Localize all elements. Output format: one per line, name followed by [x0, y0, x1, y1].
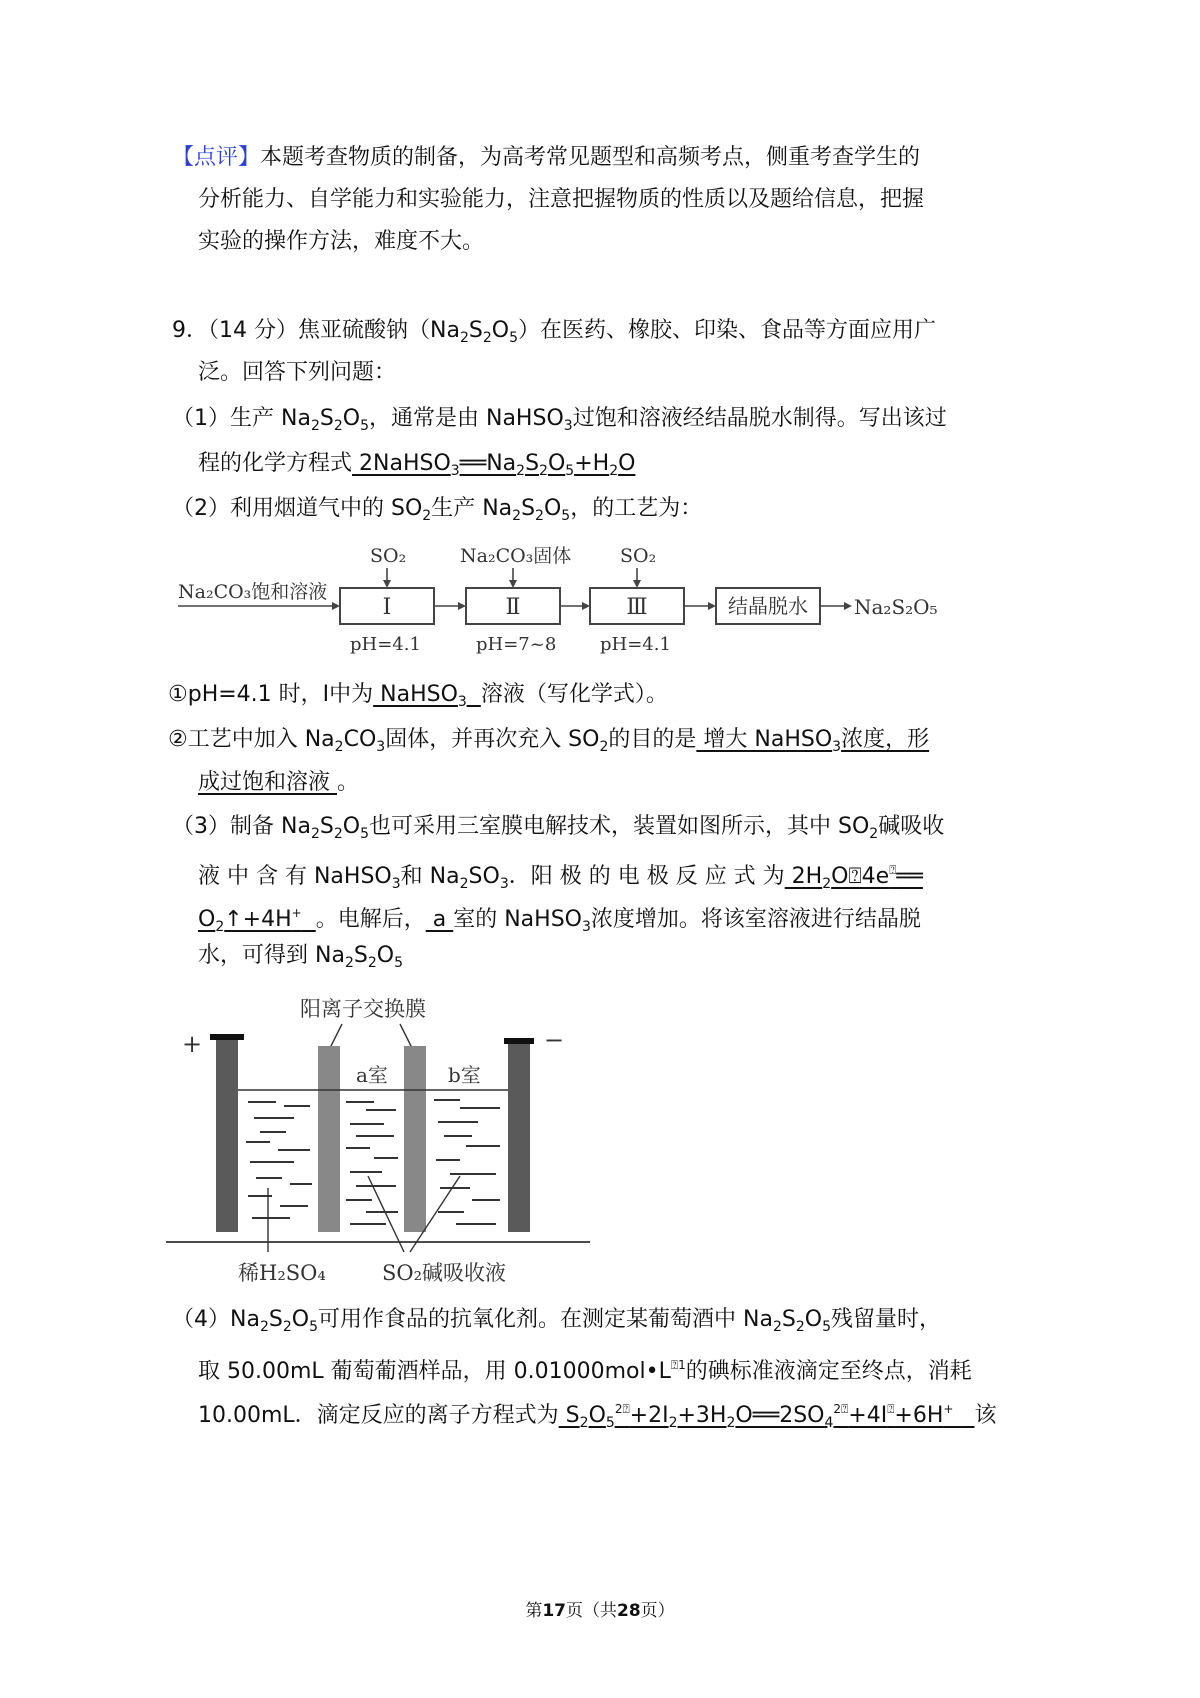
flow-start-label: Na₂CO₃饱和溶液 — [178, 581, 328, 603]
review-line-3: 实验的操作方法，难度不大。 — [198, 229, 485, 254]
q9-part3-line4: 水，可得到 $Na_2S_2O_5$ — [198, 943, 403, 971]
q9-part4-line1: $(4)Na_2S_2O_5$可用作食品的抗氧化剂。在测定某葡萄酒中 $Na_2S_2O_5$残留量时， — [172, 1307, 942, 1335]
flow-box-2: Ⅱ — [505, 595, 521, 620]
flow-box-crystallize: 结晶脱水 — [728, 594, 808, 618]
q9-part2-line1: （2）利用烟道气中的 $SO_2$生产 $Na_2S_2O_5$，的工艺为： — [172, 496, 703, 524]
answer-anode-1: $2H_2O⍰4e^⍰══$ — [784, 863, 923, 892]
review-tag: 【点评】 — [172, 145, 261, 170]
flow-product: Na₂S₂O₅ — [854, 595, 938, 619]
dilute-sulfuric-acid-label: 稀H₂SO₄ — [238, 1261, 326, 1285]
room-b-label: b室 — [448, 1063, 481, 1087]
answer-anode-2: $O_2↑+4H^+$ — [198, 906, 302, 935]
flow-ph-2: pH=7~8 — [476, 634, 557, 655]
process-flow-diagram — [170, 538, 960, 668]
review-line-1: 【点评】本题考查物质的制备，为高考常见题型和高频考点，侧重考查学生的 — [172, 145, 921, 170]
answer-room: a — [425, 907, 454, 932]
flow-so2-1: SO₂ — [370, 545, 407, 567]
q9-title-line-2: 泛。回答下列问题： — [198, 360, 397, 385]
so2-absorbent-label: SO₂碱吸收液 — [382, 1261, 507, 1285]
answer-purpose-1: 增大 NaHSO$_3$浓度，形 — [696, 727, 930, 755]
q9-part2-q2: ②工艺中加入 $Na_2CO_3$固体，并再次充入 $SO_2$的目的是 增大 NaHSO$_3$浓度，形 — [168, 727, 930, 755]
q9-part3-line2: 液 中 含 有 NaHSO$_3$和 $Na_2SO_3$．阳 极 的 电 极 反 应 式 为 $2H_2O⍰4e^⍰══$ — [198, 863, 923, 892]
q9-title-line: 9．（14 分）焦亚硫酸钠$(Na_2S_2O_5)$在医药、橡胶、印染、食品等方面应用广 — [172, 318, 937, 346]
membrane-label: 阳离子交换膜 — [300, 997, 426, 1021]
room-a-label: a室 — [356, 1063, 388, 1087]
q9-part3-line1: （3）制备 $Na_2S_2O_5$也可采用三室膜电解技术，装置如图所示，其中 $SO_2$碱吸收 — [172, 814, 945, 842]
flow-ph-1: pH=4.1 — [350, 634, 421, 655]
q9-part4-line3: 10.00mL．滴定反应的离子方程式为 $S_2O_5^{2⍰}+2I_2+3H_2O══2SO_4^{2⍰}+4I^⍰+6H^+$ 该 — [198, 1402, 997, 1431]
flow-na2co3-solid: Na₂CO₃固体 — [460, 545, 572, 567]
review-line-2: 分析能力、自学能力和实验能力，注意把握物质的性质以及题给信息，把握 — [198, 187, 925, 212]
q9-part1-line2: 程的化学方程式 $2NaHSO_3══Na_2S_2O_5+H_2O$ — [198, 451, 636, 479]
q9-part2-q1: ①pH=4.1 时，Ⅰ中为 NaHSO$_3$ 溶液（写化学式）。 — [168, 682, 668, 710]
anode-plus: + — [182, 1030, 203, 1058]
cathode-minus: − — [544, 1026, 565, 1054]
q9-part2-q2-line2: 成过饱和溶液 。 — [198, 770, 360, 795]
q9-part3-line3: $O_2↑+4H^+$ 。电解后， a 室的 NaHSO$_3$浓度增加。将该室溶液进行结晶脱 — [198, 906, 921, 935]
answer-titration-equation: $S_2O_5^{2⍰}+2I_2+3H_2O══2SO_4^{2⍰}+4I^⍰+6H^+$ — [558, 1402, 954, 1431]
q9-part4-line2: 取 50.00mL 葡萄葡酒样品，用 $0.01000mol•L^{⍰1}$的碘标准液滴定至终点，消耗 — [198, 1358, 972, 1384]
q9-part1-line1: （1）生产 $Na_2S_2O_5$，通常是由 NaHSO$_3$过饱和溶液经结晶脱水制得。写出该过 — [172, 406, 947, 434]
page-total: 28 — [617, 1601, 641, 1621]
answer-equation-1: $2NaHSO_3══Na_2S_2O_5+H_2O$ — [352, 451, 636, 479]
page-number: 17 — [542, 1601, 566, 1621]
flow-box-1: Ⅰ — [382, 595, 392, 620]
flow-box-3: Ⅲ — [626, 595, 648, 620]
flow-ph-3: pH=4.1 — [600, 634, 671, 655]
answer-purpose-2: 成过饱和溶液 — [198, 770, 337, 795]
page-footer: 第17页（共28页） — [525, 1601, 675, 1621]
electrolysis-cell-diagram — [160, 990, 600, 1290]
answer-nahso3: NaHSO$_3$ — [373, 682, 467, 710]
flow-so2-2: SO₂ — [620, 545, 657, 567]
